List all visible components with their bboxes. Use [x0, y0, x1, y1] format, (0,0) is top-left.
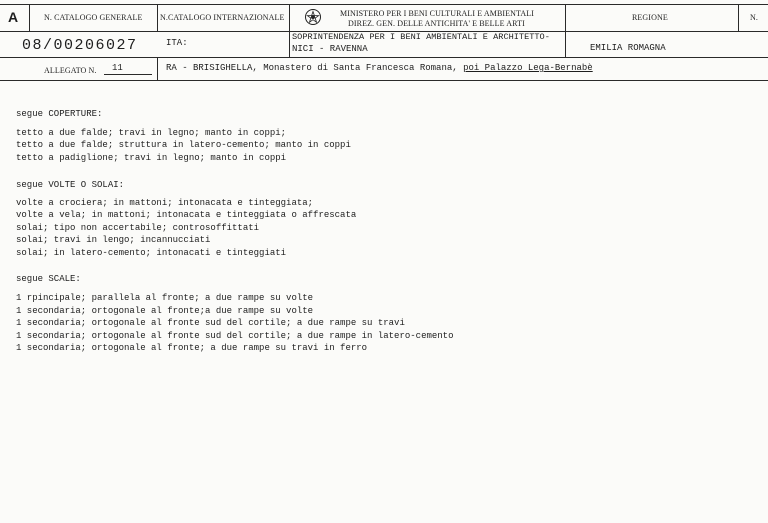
- n-catalogo-generale-label: N. CATALOGO GENERALE: [44, 13, 143, 22]
- form-letter: A: [8, 9, 19, 25]
- scale-heading: segue SCALE:: [16, 274, 81, 284]
- location-underlined: poi Palazzo Lega-Bernabè: [463, 63, 593, 73]
- ministero-line-1: MINISTERO PER I BENI CULTURALI E AMBIENTALI: [340, 9, 535, 18]
- soprintendenza-line-1: SOPRINTENDENZA PER I BENI AMBIENTALI E ARCHITETTO-: [292, 32, 550, 42]
- n-catalogo-internazionale-label: N.CATALOGO INTERNAZIONALE: [160, 13, 285, 22]
- volte-solai-line: solai; in latero-cemento; intonacati e tinteggiati: [16, 248, 287, 258]
- emblem-icon: [304, 8, 322, 26]
- scale-line: 1 secondaria; ortogonale al fronte; a due rampe su travi in ferro: [16, 343, 368, 353]
- volte-solai-line: solai; tipo non accertabile; controsoffittati: [16, 223, 260, 233]
- coperture-line: tetto a due falde; travi in legno; manto in coppi;: [16, 128, 287, 138]
- volte-solai-heading: segue VOLTE O SOLAI:: [16, 180, 125, 190]
- scale-line: 1 secondaria; ortogonale al fronte;a due rampe su volte: [16, 306, 314, 316]
- volte-solai-line: volte a crociera; in mattoni; intonacata e tinteggiata;: [16, 198, 314, 208]
- coperture-line: tetto a padiglione; travi in legno; manto in coppi: [16, 153, 287, 163]
- scale-line: 1 secondaria; ortogonale al fronte sud del cortile; a due rampe in latero-cemento: [16, 331, 454, 341]
- catalogo-number: 08/00206027: [22, 37, 138, 54]
- soprintendenza-line-2: NICI - RAVENNA: [292, 44, 368, 54]
- ita-label: ITA:: [166, 38, 188, 48]
- regione-label: REGIONE: [632, 13, 668, 22]
- scale-line: 1 secondaria; ortogonale al fronte sud del cortile; a due rampe su travi: [16, 318, 405, 328]
- coperture-line: tetto a due falde; struttura in latero-cemento; manto in coppi: [16, 140, 351, 150]
- scale-line: 1 rpincipale; parallela al fronte; a due rampe su volte: [16, 293, 314, 303]
- regione-value: EMILIA ROMAGNA: [590, 43, 666, 53]
- n-label: N.: [750, 13, 758, 22]
- coperture-heading: segue COPERTURE:: [16, 109, 103, 119]
- volte-solai-line: solai; travi in lengo; incannucciati: [16, 235, 211, 245]
- volte-solai-line: volte a vela; in mattoni; intonacata e tinteggiata o affrescata: [16, 210, 357, 220]
- location-title: [166, 63, 593, 73]
- location-prefix: RA - BRISIGHELLA, Monastero di Santa Francesca Romana,: [166, 63, 464, 73]
- allegato-label: ALLEGATO N.: [44, 66, 97, 75]
- allegato-value: 11: [112, 63, 123, 73]
- ministero-line-2: DIREZ. GEN. DELLE ANTICHITA' E BELLE ARTI: [348, 19, 525, 28]
